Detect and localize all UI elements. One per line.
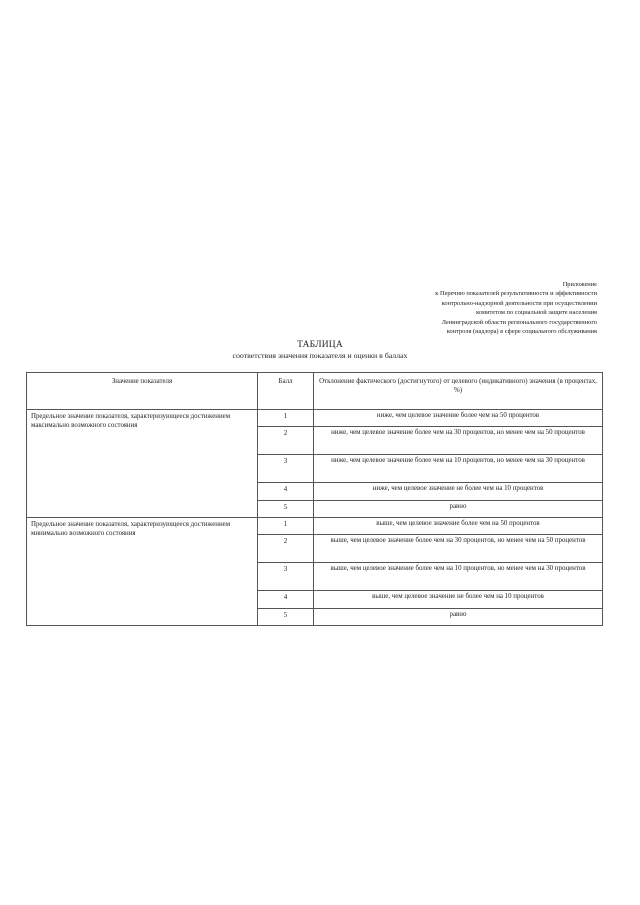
appendix-line: Приложение [562,281,597,288]
deviation-cell: ниже, чем целевое значение не более чем на 10 процентов [314,483,603,501]
indicator-cell: Предельное значение показателя, характеризующееся достижением максимально возможного состояния [27,410,258,518]
deviation-cell: равно [314,609,603,626]
table-row [27,410,603,427]
page-subtitle: соответствия значения показателя и оценки в баллах [232,351,408,360]
header-deviation: Отклонение фактического (достигнутого) от целевого (индикативного) значения (в процентах, %) [314,373,603,410]
appendix-line: Ленинградской области регионального государственного [441,318,597,326]
score-cell: 2 [258,427,314,455]
score-cell: 1 [258,410,314,427]
title-block [0,340,640,361]
score-cell: 1 [258,518,314,535]
deviation-cell: ниже, чем целевое значение более чем на 50 процентов [314,410,603,427]
deviation-cell: ниже, чем целевое значение более чем на 30 процентов, но менее чем на 50 процентов [314,427,603,455]
score-cell: 4 [258,591,314,609]
deviation-cell: выше, чем целевое значение более чем на 30 процентов, но менее чем на 50 процентов [314,535,603,563]
score-cell: 2 [258,535,314,563]
score-cell: 5 [258,609,314,626]
header-score: Балл [258,373,314,410]
appendix-line: к Перечню показателей результативности и эффективности [435,290,597,298]
deviation-cell: выше, чем целевое значение не более чем на 10 процентов [314,591,603,609]
appendix-note [317,280,597,336]
header-indicator: Значение показателя [27,373,258,410]
deviation-cell: ниже, чем целевое значение более чем на 10 процентов, но менее чем на 30 процентов [314,455,603,483]
appendix-line: контроля (надзора) в сфере социального обслуживания [446,328,597,336]
deviation-cell: равно [314,501,603,518]
table-header-row [27,373,603,410]
appendix-line: контрольно-надзорной деятельности при осуществлении [441,299,597,307]
score-cell: 3 [258,563,314,591]
deviation-cell: выше, чем целевое значение более чем на 50 процентов [314,518,603,535]
table-row [27,518,603,535]
score-table [26,372,603,626]
score-cell: 3 [258,455,314,483]
page-title: ТАБЛИЦА [297,340,343,350]
appendix-line: комитетом по социальной защите населения [476,309,597,317]
score-cell: 4 [258,483,314,501]
indicator-cell: Предельное значение показателя, характеризующееся достижением минимально возможного состояния [27,518,258,626]
deviation-cell: выше, чем целевое значение более чем на 10 процентов, но менее чем на 30 процентов [314,563,603,591]
score-cell: 5 [258,501,314,518]
